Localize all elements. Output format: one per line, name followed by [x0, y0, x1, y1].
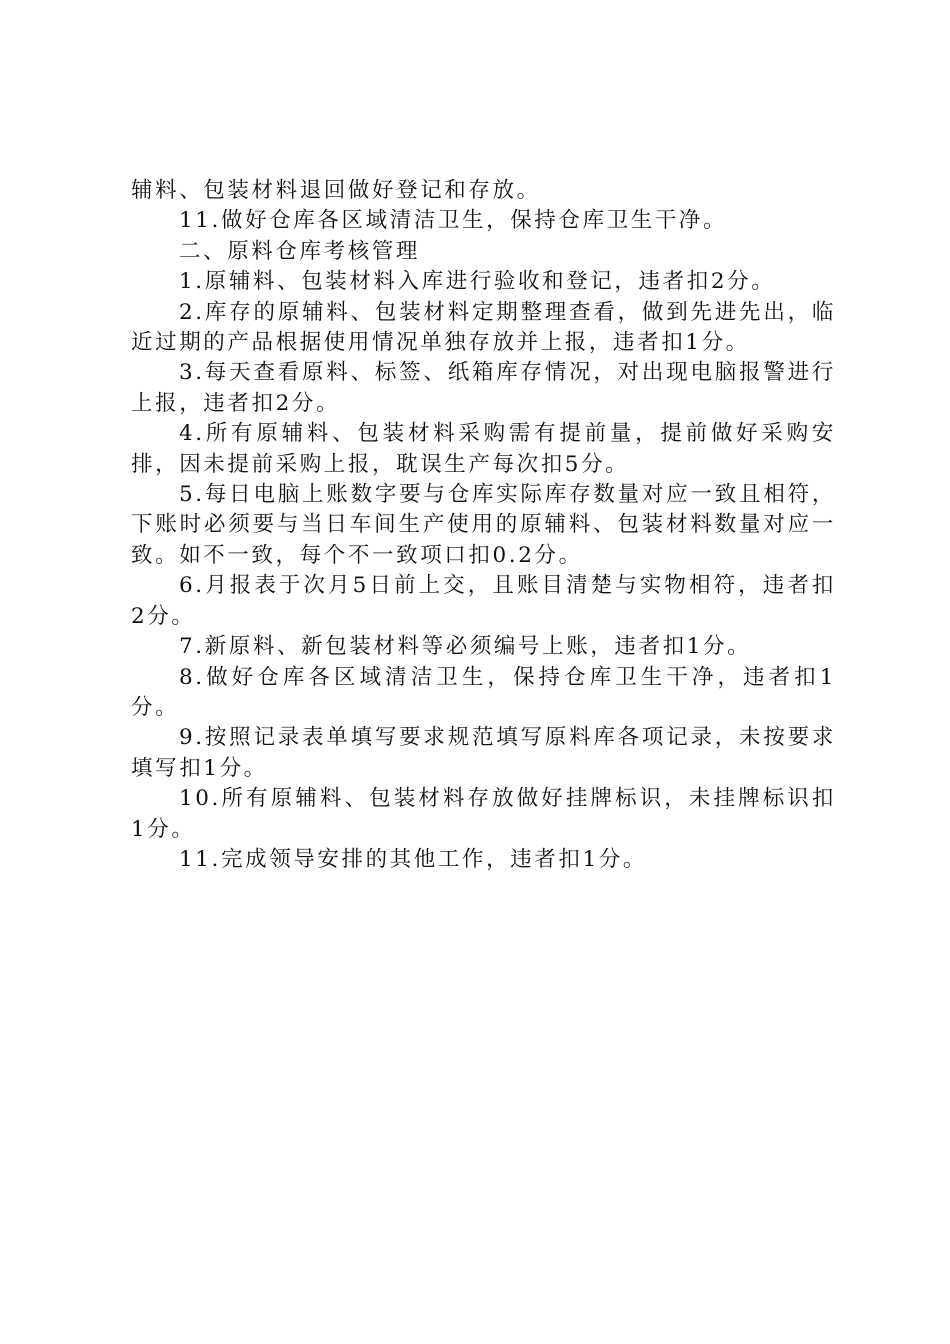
- paragraph-item-2: 2.库存的原辅料、包装材料定期整理查看，做到先进先出，临近过期的产品根据使用情况单独存放并上报，违者扣1分。: [131, 299, 836, 356]
- paragraph-item-7: 7.新原料、新包装材料等必须编号上账，违者扣1分。: [179, 634, 752, 660]
- section-heading: 二、原料仓库考核管理: [179, 238, 421, 264]
- paragraph-item-9: 9.按照记录表单填写要求规范填写原料库各项记录，未按要求填写扣1分。: [131, 725, 836, 781]
- paragraph-item-6: 6.月报表于次月5日前上交，且账目清楚与实物相符，违者扣2分。: [131, 573, 836, 629]
- paragraph-item-11: 11.完成领导安排的其他工作，违者扣1分。: [179, 846, 647, 872]
- paragraph-continuation: 辅料、包装材料退回做好登记和存放。: [131, 178, 541, 203]
- paragraph-item-11-cleaning: 11.做好仓库各区域清洁卫生，保持仓库卫生干净。: [179, 208, 728, 234]
- document-body: [131, 176, 836, 875]
- paragraph-item-5: 5.每日电脑上账数字要与仓库实际库存数量对应一致且相符，下账时必须要与当日车间生产使用的原辅料、包装材料数量对应一致。如不一致，每个不一致项口扣0.2分。: [131, 482, 836, 568]
- paragraph-item-3: 3.每天查看原料、标签、纸箱库存情况，对出现电脑报警进行上报，违者扣2分。: [131, 360, 836, 416]
- paragraph-item-10: 10.所有原辅料、包装材料存放做好挂牌标识，未挂牌标识扣1分。: [131, 786, 836, 842]
- paragraph-item-8: 8.做好仓库各区域清洁卫生，保持仓库卫生干净，违者扣1分。: [131, 664, 836, 720]
- paragraph-item-1: 1.原辅料、包装材料入库进行验收和登记，违者扣2分。: [179, 269, 776, 295]
- paragraph-item-4: 4.所有原辅料、包装材料采购需有提前量，提前做好采购安排，因未提前采购上报，耽误生产每次扣5分。: [131, 421, 836, 477]
